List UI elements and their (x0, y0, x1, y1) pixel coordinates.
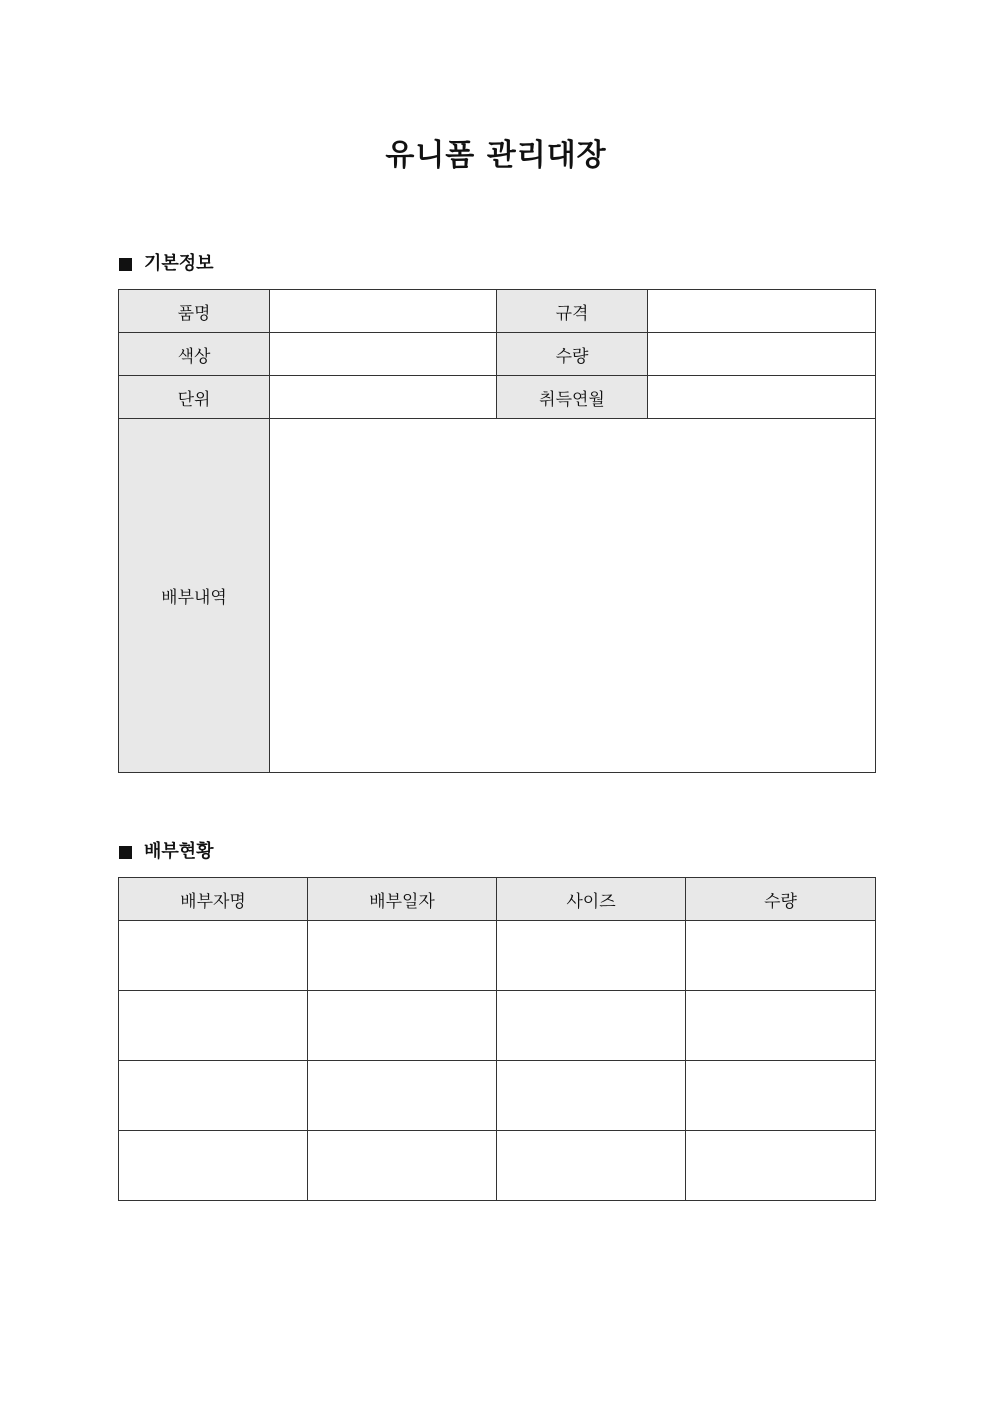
size-cell[interactable] (497, 1131, 686, 1201)
unit-label: 단위 (119, 376, 270, 419)
section-heading-label: 기본정보 (144, 253, 214, 274)
recipient-cell[interactable] (119, 921, 308, 991)
table-row (119, 290, 876, 333)
date-cell[interactable] (308, 1131, 497, 1201)
basic-info-table (118, 289, 876, 773)
square-bullet-icon (119, 846, 132, 859)
distribution-details-label: 배부내역 (119, 419, 270, 773)
size-cell[interactable] (497, 991, 686, 1061)
table-row (119, 419, 876, 773)
item-name-field[interactable] (270, 290, 497, 333)
table-row (119, 333, 876, 376)
section-heading-label: 배부현황 (144, 841, 214, 862)
color-label: 색상 (119, 333, 270, 376)
column-header-size: 사이즈 (497, 878, 686, 921)
column-header-date: 배부일자 (308, 878, 497, 921)
unit-field[interactable] (270, 376, 497, 419)
section-heading-basic-info (119, 252, 214, 276)
table-row (119, 991, 876, 1061)
recipient-cell[interactable] (119, 1061, 308, 1131)
quantity-field[interactable] (648, 333, 876, 376)
recipient-cell[interactable] (119, 1131, 308, 1201)
spec-label: 규격 (497, 290, 648, 333)
section-heading-distribution-status (119, 840, 214, 864)
quantity-cell[interactable] (686, 1131, 876, 1201)
quantity-cell[interactable] (686, 991, 876, 1061)
quantity-cell[interactable] (686, 1061, 876, 1131)
column-header-recipient: 배부자명 (119, 878, 308, 921)
table-row (119, 1131, 876, 1201)
date-cell[interactable] (308, 1061, 497, 1131)
item-name-label: 품명 (119, 290, 270, 333)
distribution-details-field[interactable] (270, 419, 876, 773)
size-cell[interactable] (497, 921, 686, 991)
size-cell[interactable] (497, 1061, 686, 1131)
color-field[interactable] (270, 333, 497, 376)
square-bullet-icon (119, 258, 132, 271)
date-cell[interactable] (308, 921, 497, 991)
table-row (119, 1061, 876, 1131)
column-header-quantity: 수량 (686, 878, 876, 921)
distribution-status-table (118, 877, 876, 1201)
document-title: 유니폼 관리대장 (385, 138, 607, 173)
table-header-row (119, 878, 876, 921)
recipient-cell[interactable] (119, 991, 308, 1061)
acquisition-date-label: 취득연월 (497, 376, 648, 419)
quantity-label: 수량 (497, 333, 648, 376)
table-row (119, 921, 876, 991)
table-row (119, 376, 876, 419)
quantity-cell[interactable] (686, 921, 876, 991)
date-cell[interactable] (308, 991, 497, 1061)
spec-field[interactable] (648, 290, 876, 333)
acquisition-date-field[interactable] (648, 376, 876, 419)
